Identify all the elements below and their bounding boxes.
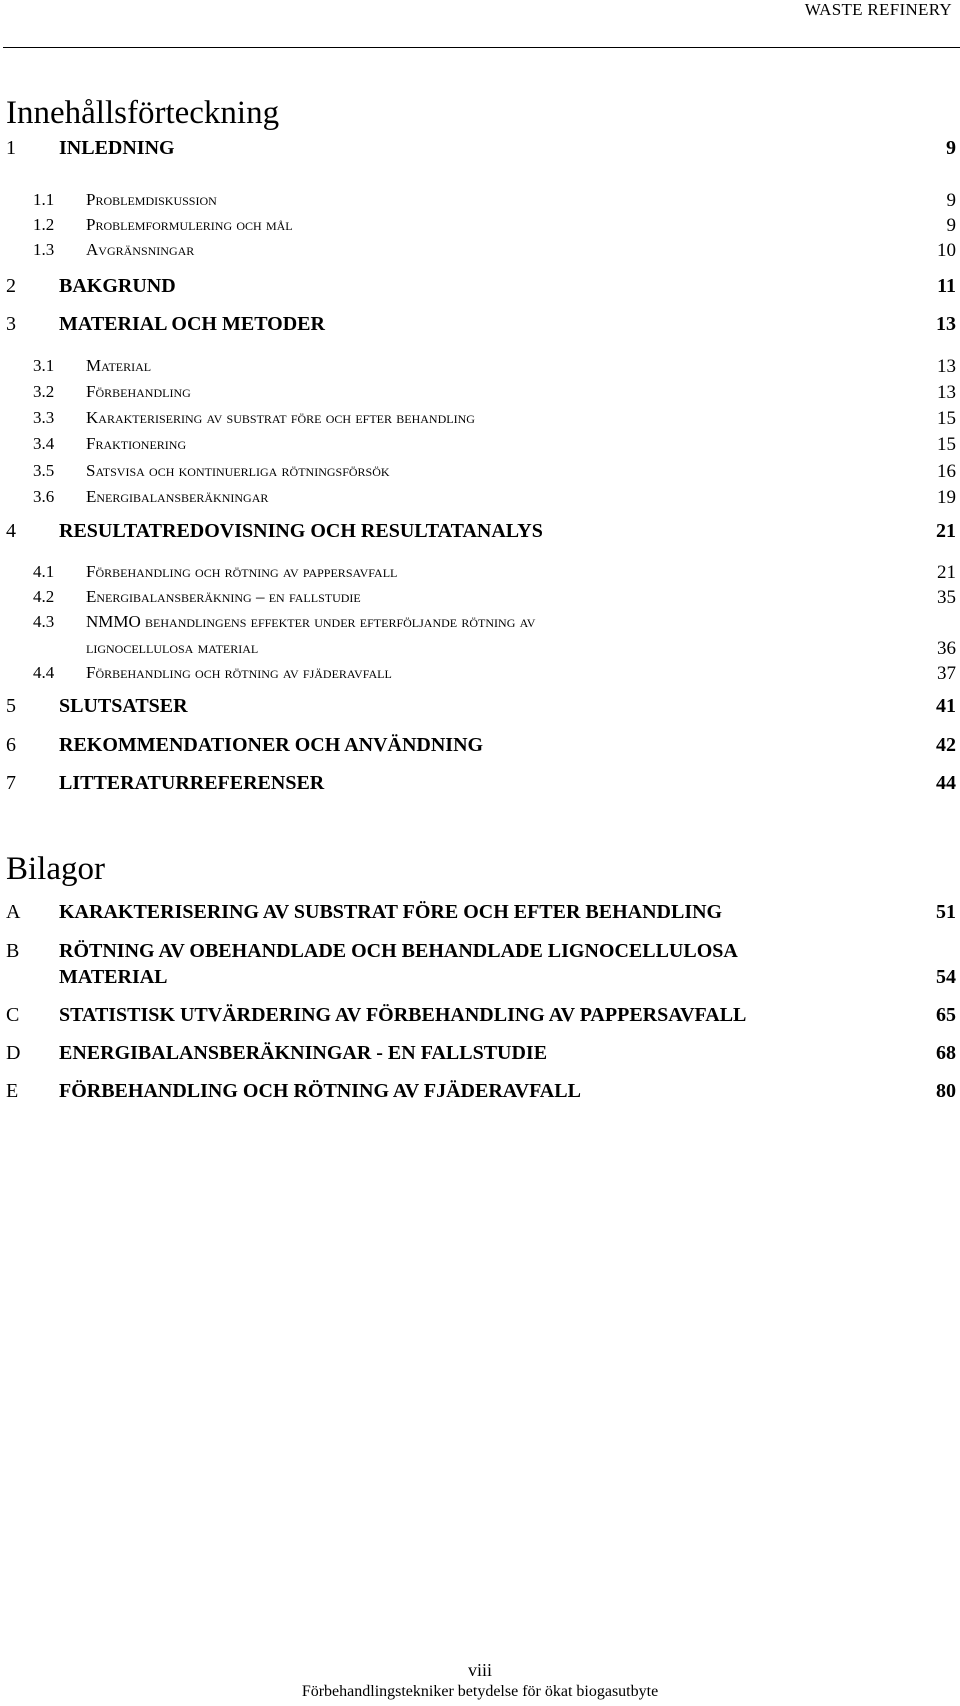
toc-entry-title: REKOMMENDATIONER OCH ANVÄNDNING [59, 734, 484, 756]
toc-entry-page: 9 [946, 190, 956, 211]
toc-entry-page: 10 [937, 240, 956, 261]
appendix-entry-page: 68 [936, 1042, 956, 1064]
toc-entry-page: 9 [946, 137, 956, 159]
appendix-entry[interactable] [6, 1042, 956, 1070]
toc-entry-title: Förbehandling [86, 382, 191, 401]
appendix-entry-title: KARAKTERISERING AV SUBSTRAT FÖRE OCH EFTER BEHANDLING [59, 901, 723, 923]
toc-entry[interactable] [6, 190, 956, 218]
toc-entry-page: 13 [937, 382, 956, 403]
toc-entry-page: 19 [937, 487, 956, 508]
toc-entry-number: 2 [6, 275, 16, 297]
toc-entry-title: SLUTSATSER [59, 695, 188, 717]
toc-entry[interactable] [6, 734, 956, 762]
appendix-entry-title: STATISTISK UTVÄRDERING AV FÖRBEHANDLING AV PAPPERSAVFALL [59, 1004, 747, 1026]
toc-entry-number: 4.1 [33, 562, 55, 581]
toc-entry-title: Förbehandling och rötning av pappersavfall [86, 562, 398, 581]
toc-entry[interactable] [6, 663, 956, 691]
toc-entry-number: 5 [6, 695, 16, 717]
toc-entry-number: 3.1 [33, 356, 55, 375]
toc-entry[interactable] [6, 382, 956, 410]
toc-entry-page: 11 [937, 275, 956, 297]
toc-entry-title: BAKGRUND [59, 275, 176, 297]
appendix-entry-letter: A [6, 901, 21, 923]
appendix-entry-page: 51 [936, 901, 956, 923]
toc-entry-number: 1.1 [33, 190, 55, 209]
appendix-entry-letter: D [6, 1042, 21, 1064]
toc-entry[interactable] [6, 587, 956, 615]
header-rule [3, 47, 960, 48]
toc-entry[interactable] [6, 137, 956, 165]
toc-entry-number: 3 [6, 313, 16, 335]
appendix-entry-title: FÖRBEHANDLING OCH RÖTNING AV FJÄDERAVFALL [59, 1080, 581, 1102]
toc-entry-title: Satsvisa och kontinuerliga rötningsförsök [86, 461, 390, 480]
toc-entry-page: 44 [936, 772, 956, 794]
appendix-entry-page: 80 [936, 1080, 956, 1102]
toc-entry-number: 3.2 [33, 382, 55, 401]
toc-entry-page: 21 [937, 562, 956, 583]
toc-entry-page: 9 [946, 215, 956, 236]
toc-entry[interactable] [6, 487, 956, 515]
toc-entry[interactable] [6, 240, 956, 268]
toc-entry-page: 16 [937, 461, 956, 482]
appendix-entry-title-continued: MATERIAL [59, 966, 168, 988]
toc-entry[interactable] [6, 356, 956, 384]
toc-entry-title-continued: lignocellulosa material [86, 638, 259, 657]
toc-entry[interactable] [6, 434, 956, 462]
toc-entry[interactable] [6, 520, 956, 548]
toc-entry-page: 13 [936, 313, 956, 335]
toc-entry-title: Energibalansberäkning – en fallstudie [86, 587, 361, 606]
toc-entry[interactable] [6, 612, 956, 664]
appendix-entry-letter: B [6, 940, 20, 962]
toc-entry[interactable] [6, 408, 956, 436]
toc-entry-number: 3.5 [33, 461, 55, 480]
toc-entry-number: 1 [6, 137, 16, 159]
toc-entry-number: 7 [6, 772, 16, 794]
appendix-entry[interactable] [6, 901, 956, 929]
toc-entry-number: 4.2 [33, 587, 55, 606]
appendix-entry-title: ENERGIBALANSBERÄKNINGAR - EN FALLSTUDIE [59, 1042, 548, 1064]
toc-entry-number: 3.3 [33, 408, 55, 427]
toc-entry[interactable] [6, 275, 956, 303]
toc-entry-number: 1.3 [33, 240, 55, 259]
toc-entry[interactable] [6, 461, 956, 489]
toc-entry-title: Avgränsningar [86, 240, 195, 259]
appendix-entry-title: RÖTNING AV OBEHANDLADE OCH BEHANDLADE LIGNOCELLULOSA [59, 940, 738, 962]
toc-entry-title: Material [86, 356, 152, 375]
toc-entry[interactable] [6, 562, 956, 590]
toc-entry-title: NMMO behandlingens effekter under efterföljande rötning av [86, 612, 536, 631]
toc-entry-title: Problemdiskussion [86, 190, 217, 209]
toc-entry-number: 4.4 [33, 663, 55, 682]
toc-entry-page: 36 [937, 638, 956, 659]
toc-entry[interactable] [6, 313, 956, 341]
appendix-entry[interactable] [6, 1080, 956, 1108]
toc-entry-number: 6 [6, 734, 16, 756]
toc-entry-number: 3.4 [33, 434, 55, 453]
toc-entry-title: LITTERATURREFERENSER [59, 772, 325, 794]
running-footer: Förbehandlingstekniker betydelse för ökat biogasutbyte [301, 1683, 659, 1700]
page-number: viii [467, 1660, 492, 1680]
toc-entry-title: RESULTATREDOVISNING OCH RESULTATANALYS [59, 520, 543, 542]
toc-entry-title: Karakterisering av substrat före och efter behandling [86, 408, 475, 427]
appendix-entry-page: 65 [936, 1004, 956, 1026]
toc-entry-page: 15 [937, 434, 956, 455]
running-header: WASTE REFINERY [804, 0, 952, 19]
appendix-entry-letter: E [6, 1080, 19, 1102]
toc-entry-page: 41 [936, 695, 956, 717]
toc-entry-page: 21 [936, 520, 956, 542]
toc-entry-title: Problemformulering och mål [86, 215, 293, 234]
toc-entry-number: 4.3 [33, 612, 55, 631]
toc-entry-title: INLEDNING [59, 137, 175, 159]
toc-entry[interactable] [6, 695, 956, 723]
appendix-entry[interactable] [6, 940, 956, 994]
toc-entry[interactable] [6, 772, 956, 800]
appendix-entry[interactable] [6, 1004, 956, 1032]
appendices-heading: Bilagor [6, 851, 105, 887]
toc-entry-number: 4 [6, 520, 16, 542]
toc-entry-page: 13 [937, 356, 956, 377]
toc-entry[interactable] [6, 215, 956, 243]
toc-entry-page: 15 [937, 408, 956, 429]
toc-entry-page: 35 [937, 587, 956, 608]
toc-entry-title: Förbehandling och rötning av fjäderavfall [86, 663, 392, 682]
toc-entry-title: MATERIAL OCH METODER [59, 313, 325, 335]
toc-entry-number: 3.6 [33, 487, 55, 506]
appendix-entry-page: 54 [936, 966, 956, 988]
toc-entry-number: 1.2 [33, 215, 55, 234]
toc-entry-page: 42 [936, 734, 956, 756]
toc-heading: Innehållsförteckning [6, 95, 280, 131]
toc-entry-title: Energibalansberäkningar [86, 487, 269, 506]
toc-entry-page: 37 [937, 663, 956, 684]
toc-entry-title: Fraktionering [86, 434, 187, 453]
appendix-entry-letter: C [6, 1004, 20, 1026]
